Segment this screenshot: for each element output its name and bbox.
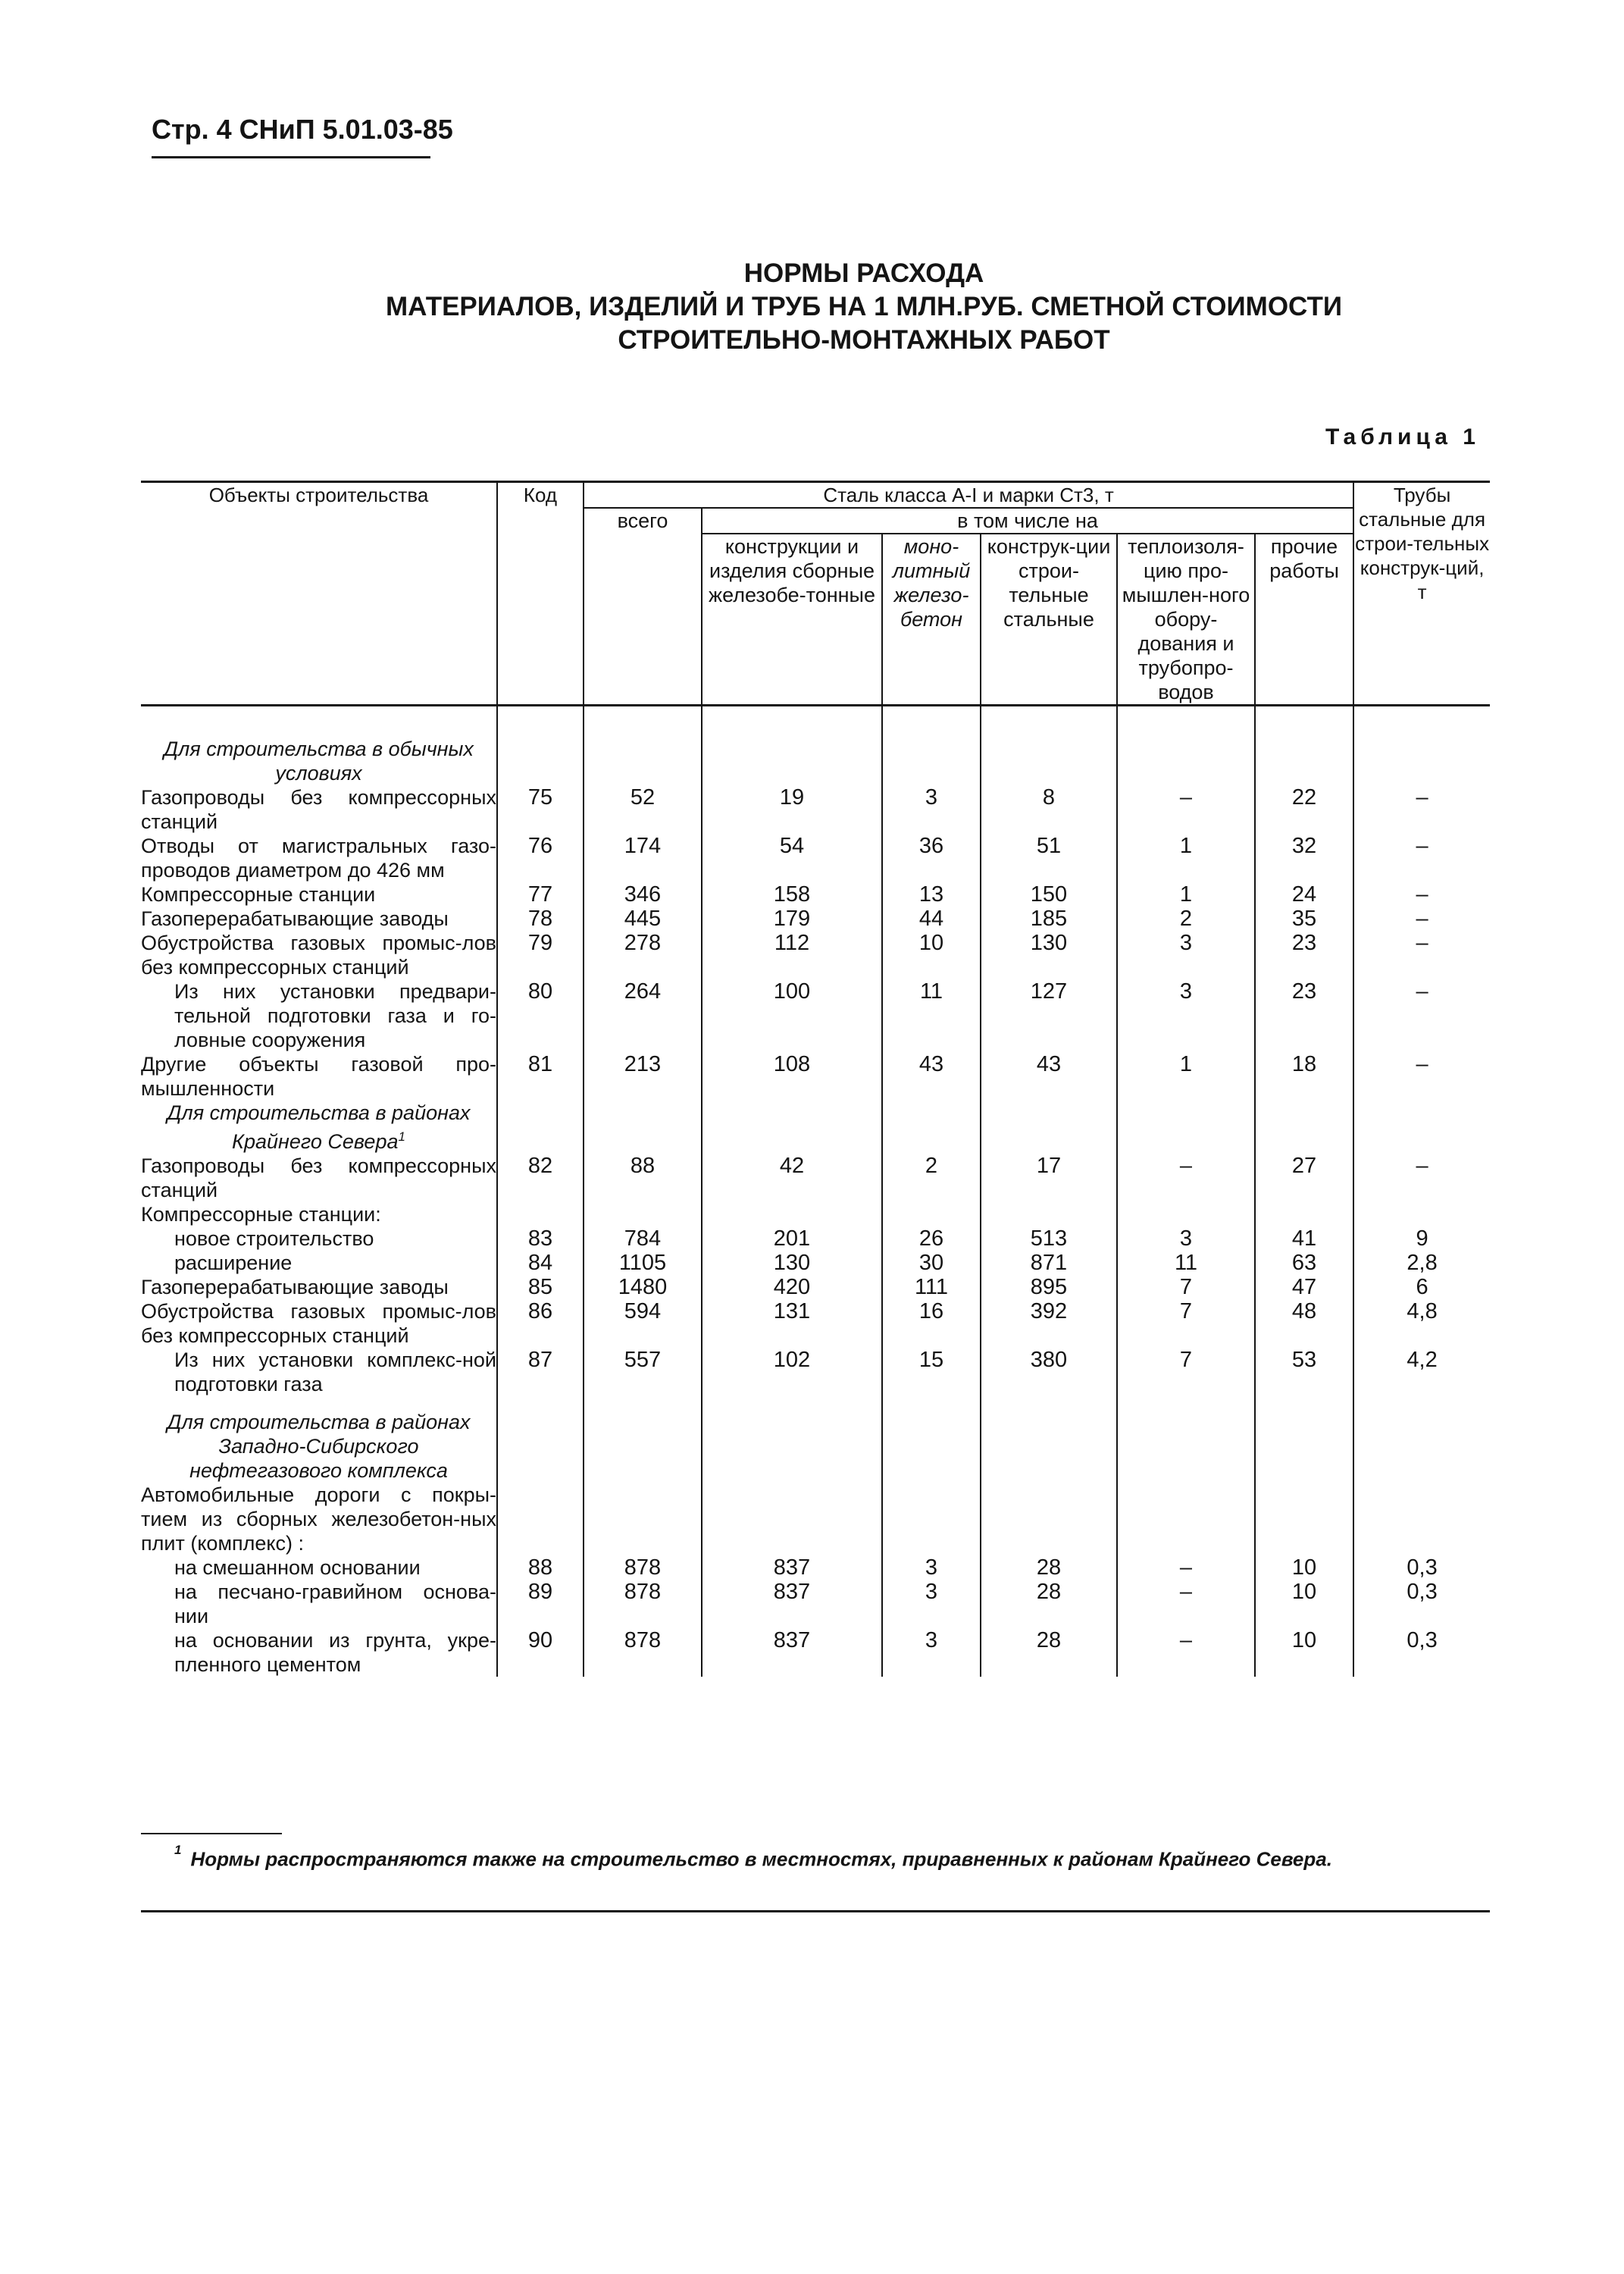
row-total: 213 — [584, 1052, 702, 1101]
row-total: 346 — [584, 882, 702, 907]
row-name: на основании из грунта, укре-пленного цементом — [141, 1628, 497, 1677]
table-row — [141, 907, 1490, 931]
row-prefab: 131 — [702, 1299, 882, 1348]
row-steel: 380 — [981, 1348, 1117, 1396]
table-row — [141, 1299, 1490, 1348]
row-prefab: 54 — [702, 834, 882, 882]
row-code: 83 — [497, 1226, 584, 1251]
running-head-rule — [152, 156, 430, 158]
row-steel: 43 — [981, 1052, 1117, 1101]
row-insulation: 2 — [1117, 907, 1255, 931]
row-pipes: 0,3 — [1407, 1580, 1438, 1604]
row-prefab: 130 — [702, 1251, 882, 1275]
footnote-text: Нормы распространяются также на строительство в местностях, приравненных к районам Крайнего Севера. — [190, 1847, 1332, 1871]
row-pipes: – — [1416, 907, 1428, 931]
header-code: Код — [497, 482, 584, 706]
row-other: 27 — [1255, 1154, 1353, 1202]
row-steel: 17 — [981, 1154, 1117, 1202]
row-group-label: Автомобильные дороги с покры-тием из сборных железобетон-ных плит (комплекс) : — [141, 1483, 496, 1555]
row-total: 784 — [584, 1226, 702, 1251]
header-total: всего — [584, 508, 702, 706]
row-group-label: Компрессорные станции: — [141, 1202, 497, 1226]
row-steel: 513 — [981, 1226, 1117, 1251]
row-total: 278 — [584, 931, 702, 979]
row-name: Обустройства газовых промыс-лов без компрессорных станций — [141, 1300, 496, 1347]
row-code: 90 — [497, 1628, 584, 1677]
row-other: 47 — [1255, 1275, 1353, 1299]
section-far-north-text: Для строительства в районах Крайнего Севера — [167, 1101, 471, 1153]
row-other: 53 — [1255, 1348, 1353, 1396]
row-pipes: 6 — [1416, 1275, 1428, 1299]
row-monolith: 43 — [882, 1052, 981, 1101]
row-prefab: 108 — [702, 1052, 882, 1101]
row-total: 1480 — [584, 1275, 702, 1299]
row-code: 78 — [497, 907, 584, 931]
title-line-3: СТРОИТЕЛЬНО-МОНТАЖНЫХ РАБОТ — [618, 325, 1110, 355]
section-west-siberia: Для строительства в районах Западно-Сибирского нефтегазового комплекса — [141, 1396, 497, 1483]
row-steel: 51 — [981, 834, 1117, 882]
table-row — [141, 834, 1490, 882]
row-total: 1105 — [584, 1251, 702, 1275]
row-other: 22 — [1255, 785, 1353, 834]
title-line-1: НОРМЫ РАСХОДА — [743, 258, 984, 288]
row-pipes: – — [1416, 931, 1428, 955]
row-name: Отводы от магистральных газо-проводов диаметром до 426 мм — [141, 835, 496, 882]
row-insulation: – — [1117, 1154, 1255, 1202]
row-other: 32 — [1255, 834, 1353, 882]
row-monolith: 44 — [882, 907, 981, 931]
row-code: 89 — [497, 1580, 584, 1628]
row-steel: 185 — [981, 907, 1117, 931]
row-monolith: 3 — [882, 1580, 981, 1628]
row-code: 88 — [497, 1555, 584, 1580]
row-other: 24 — [1255, 882, 1353, 907]
row-name: Газоперерабатывающие заводы — [141, 907, 497, 931]
row-code: 80 — [497, 979, 584, 1052]
header-objects: Объекты строительства — [141, 482, 497, 706]
row-other: 35 — [1255, 907, 1353, 931]
row-insulation: 3 — [1117, 1226, 1255, 1251]
row-steel: 127 — [981, 979, 1117, 1052]
row-code: 75 — [497, 785, 584, 834]
row-monolith: 2 — [882, 1154, 981, 1202]
header-monolith: моно-литный железо-бетон — [882, 534, 981, 706]
row-pipes: 0,3 — [1407, 1555, 1438, 1580]
row-steel: 150 — [981, 882, 1117, 907]
row-name: на смешанном основании — [141, 1555, 497, 1580]
row-insulation: 1 — [1117, 882, 1255, 907]
row-total: 557 — [584, 1348, 702, 1396]
row-prefab: 100 — [702, 979, 882, 1052]
row-pipes: – — [1416, 785, 1428, 810]
table-row — [141, 931, 1490, 979]
row-name: Обустройства газовых промыс-лов без компрессорных станций — [141, 932, 496, 979]
row-prefab: 112 — [702, 931, 882, 979]
norms-table — [141, 481, 1490, 1677]
table-row — [141, 1052, 1490, 1101]
footnote-mark: 1 — [398, 1129, 405, 1144]
row-name: на песчано-гравийном основа-нии — [141, 1580, 497, 1628]
table-row — [141, 1483, 1490, 1555]
row-pipes: 4,8 — [1407, 1299, 1438, 1323]
section-ordinary: Для строительства в обычных условиях — [141, 737, 497, 785]
section-far-north — [141, 1101, 497, 1154]
row-name: Газоперерабатывающие заводы — [141, 1275, 497, 1299]
row-total: 445 — [584, 907, 702, 931]
row-other: 63 — [1255, 1251, 1353, 1275]
row-prefab: 158 — [702, 882, 882, 907]
header-other: прочие работы — [1255, 534, 1353, 706]
row-code: 77 — [497, 882, 584, 907]
footnote — [174, 1843, 1332, 1872]
row-code: 81 — [497, 1052, 584, 1101]
row-prefab: 420 — [702, 1275, 882, 1299]
row-pipes: 4,2 — [1407, 1348, 1438, 1372]
row-monolith: 26 — [882, 1226, 981, 1251]
title-line-2: МАТЕРИАЛОВ, ИЗДЕЛИЙ И ТРУБ НА 1 МЛН.РУБ. СМЕТНОЙ СТОИМОСТИ — [386, 292, 1342, 321]
row-total: 264 — [584, 979, 702, 1052]
row-monolith: 3 — [882, 1628, 981, 1677]
row-name: новое строительство — [141, 1226, 497, 1251]
footnote-number: 1 — [174, 1843, 182, 1857]
row-insulation: 1 — [1117, 1052, 1255, 1101]
row-steel: 871 — [981, 1251, 1117, 1275]
row-code: 82 — [497, 1154, 584, 1202]
row-prefab: 102 — [702, 1348, 882, 1396]
table-row — [141, 1555, 1490, 1580]
row-monolith: 111 — [882, 1275, 981, 1299]
row-insulation: 7 — [1117, 1348, 1255, 1396]
row-steel: 28 — [981, 1628, 1117, 1677]
footnote-rule — [141, 1833, 282, 1834]
row-total: 594 — [584, 1299, 702, 1348]
row-steel: 895 — [981, 1275, 1117, 1299]
row-total: 174 — [584, 834, 702, 882]
table-row — [141, 1628, 1490, 1677]
row-insulation: – — [1117, 785, 1255, 834]
header-steel-structures: конструк-ции строи-тельные стальные — [981, 534, 1117, 706]
row-prefab: 837 — [702, 1580, 882, 1628]
row-insulation: 3 — [1117, 979, 1255, 1052]
row-code: 86 — [497, 1299, 584, 1348]
row-name: расширение — [141, 1251, 497, 1275]
header-steel: Сталь класса А-I и марки Ст3, т — [584, 482, 1353, 509]
header-pipes: Трубы стальные для строи-тельных конструк-ций, т — [1353, 482, 1490, 706]
row-code: 84 — [497, 1251, 584, 1275]
row-code: 76 — [497, 834, 584, 882]
row-name: Из них установки комплекс-ной подготовки газа — [141, 1348, 497, 1396]
row-prefab: 837 — [702, 1628, 882, 1677]
row-name: Компрессорные станции — [141, 882, 497, 907]
row-monolith: 3 — [882, 785, 981, 834]
row-total: 878 — [584, 1628, 702, 1677]
row-other: 10 — [1255, 1580, 1353, 1628]
row-prefab: 201 — [702, 1226, 882, 1251]
row-other: 10 — [1255, 1628, 1353, 1677]
row-pipes: – — [1416, 882, 1428, 907]
row-code: 87 — [497, 1348, 584, 1396]
table-label: Таблица 1 — [1325, 424, 1480, 449]
row-other: 23 — [1255, 979, 1353, 1052]
row-prefab: 837 — [702, 1555, 882, 1580]
row-name: Газопроводы без компрессорных станций — [141, 1154, 496, 1201]
row-monolith: 3 — [882, 1555, 981, 1580]
table-row — [141, 1202, 1490, 1226]
row-insulation: 7 — [1117, 1299, 1255, 1348]
row-steel: 8 — [981, 785, 1117, 834]
table-row — [141, 882, 1490, 907]
table-row — [141, 979, 1490, 1052]
row-monolith: 11 — [882, 979, 981, 1052]
row-prefab: 19 — [702, 785, 882, 834]
page-bottom-rule — [141, 1910, 1490, 1912]
row-insulation: – — [1117, 1628, 1255, 1677]
row-pipes: 0,3 — [1407, 1628, 1438, 1652]
table-row — [141, 1226, 1490, 1251]
table-row — [141, 1154, 1490, 1202]
row-total: 878 — [584, 1555, 702, 1580]
header-prefab: конструкции и изделия сборные железобе-тонные — [702, 534, 882, 706]
row-insulation: 3 — [1117, 931, 1255, 979]
row-other: 10 — [1255, 1555, 1353, 1580]
row-pipes: – — [1416, 834, 1428, 858]
table-row — [141, 1275, 1490, 1299]
row-total: 52 — [584, 785, 702, 834]
row-steel: 28 — [981, 1555, 1117, 1580]
table-row — [141, 785, 1490, 834]
row-name: Из них установки предвари-тельной подготовки газа и го-ловные сооружения — [141, 979, 497, 1052]
row-other: 18 — [1255, 1052, 1353, 1101]
row-other: 41 — [1255, 1226, 1353, 1251]
row-insulation: – — [1117, 1555, 1255, 1580]
row-code: 85 — [497, 1275, 584, 1299]
table-row — [141, 1348, 1490, 1396]
row-monolith: 16 — [882, 1299, 981, 1348]
row-code: 79 — [497, 931, 584, 979]
header-including: в том числе на — [702, 508, 1353, 534]
row-insulation: 1 — [1117, 834, 1255, 882]
row-prefab: 179 — [702, 907, 882, 931]
row-other: 23 — [1255, 931, 1353, 979]
row-pipes: – — [1416, 1154, 1428, 1178]
row-monolith: 15 — [882, 1348, 981, 1396]
row-total: 878 — [584, 1580, 702, 1628]
row-name: Газопроводы без компрессорных станций — [141, 786, 496, 833]
row-monolith: 36 — [882, 834, 981, 882]
row-pipes: – — [1416, 979, 1428, 1004]
row-insulation: – — [1117, 1580, 1255, 1628]
row-monolith: 10 — [882, 931, 981, 979]
row-name: Другие объекты газовой про-мышленности — [141, 1053, 496, 1100]
row-pipes: – — [1416, 1052, 1428, 1076]
row-steel: 392 — [981, 1299, 1117, 1348]
row-pipes: 2,8 — [1407, 1251, 1438, 1275]
row-prefab: 42 — [702, 1154, 882, 1202]
running-head: Стр. 4 СНиП 5.01.03-85 — [152, 114, 453, 145]
row-insulation: 7 — [1117, 1275, 1255, 1299]
row-total: 88 — [584, 1154, 702, 1202]
header-insulation: теплоизоля-цию про-мышлен-ного обору-дования и трубопро-водов — [1117, 534, 1255, 706]
row-steel: 130 — [981, 931, 1117, 979]
row-insulation: 11 — [1117, 1251, 1255, 1275]
table-row — [141, 1580, 1490, 1628]
row-steel: 28 — [981, 1580, 1117, 1628]
row-monolith: 13 — [882, 882, 981, 907]
row-monolith: 30 — [882, 1251, 981, 1275]
row-pipes: 9 — [1416, 1226, 1428, 1251]
table-row — [141, 1251, 1490, 1275]
row-other: 48 — [1255, 1299, 1353, 1348]
